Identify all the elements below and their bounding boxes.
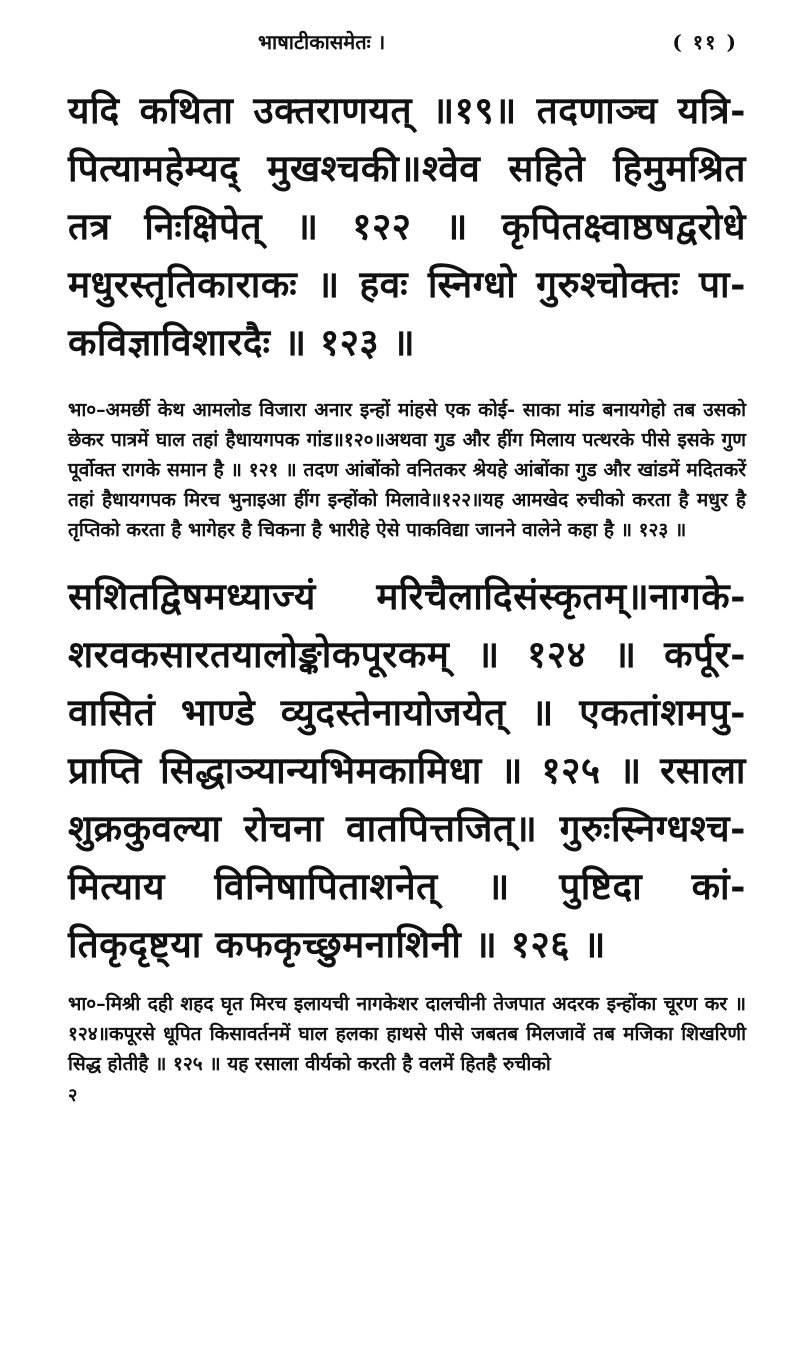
hindi-commentary: भा०–अमर्छी केथ आमलोड विजारा अनार इन्हों मांहसे एक कोई- साका मांड बनायगेहो तब उसको छेकर पात्रमें घाल तहां हैधायगपक गांड॥१२०॥अथवा गुड और हींग मिलाय पत्थरके पीसे इसके गुण पूर्वोक्त रागके समान है ॥ १२१ ॥ तदण आंबोंको वनितकर श्रेयहे आंबोंका गुड और खांडमें मदितकरें तहां हैधायगपक मिरच भुनाइआ हींग इन्होंको मिलावे॥१२२॥यह आमखेद रुचीको करता है मधुर है तृप्तिको करता है भागेहर है चिकना है भारीहे ऐसे पाकविद्या जानने वालेने कहा है ॥ १२३ ॥ [68,399,746,541]
running-title: भाषाटीकासमेतः । [258,30,386,54]
sanskrit-verse: सशितद्विषमध्याज्यं मरिचैलादिसंस्कृतम्॥नागके- शरवकसारतयालोङ्कोकपूरकम् ॥ १२४ ॥ कर्पूर- वासितं भाण्डे व्युदस्तेनायोजयेत् ॥ एकतांशमपु- प्राप्ति सिद्धाञ्यान्यभिमकामिधा ॥ १२५ ॥ रसाला शुक्रकुवल्या रोचना वातपित्तजित्॥ गुरुःस्निग्धश्च- मित्याय विनिषापिताशनेत् ॥ पुष्टिदा कां- तिकृदृष्ट्या कफकृच्छुमनाशिनी ॥ १२६ ॥ [68,574,746,966]
page-number: ( ११ ) [672,30,738,54]
hindi-commentary: भा०–मिश्री दही शहद घृत मिरच इलायची नागकेशर दालचीनी तेजपात अदरक इन्होंका चूरण कर ॥१२४॥कपूरसे धूपित किसावर्तनमें घाल हलका हाथसे पीसे जबतब मिलजावें तब मजिका शिखरिणी सिद्ध होतीहै ॥ १२५ ॥ यह रसाला वीर्यको करती है वलमें हितहै रुचीको [68,993,746,1075]
sanskrit-verse: यदि कथिता उक्तराणयत् ॥१९॥ तदणाञ्च यत्रि- पित्यामहेम्यद् मुखश्चकी॥श्वेव सहिते हिमुमश्रित तत्र निःक्षिपेत् ॥ १२२ ॥ कृपितक्ष्वाष्ठषद्वरोधे मधुरस्तृतिकाराकः ॥ हवः स्निग्धो गुरुश्चोक्तः पा- कविज्ञाविशारदैः ॥ १२३ ॥ [68,88,746,364]
page-header [68,28,746,55]
footnote-marker: २ [68,1085,78,1106]
